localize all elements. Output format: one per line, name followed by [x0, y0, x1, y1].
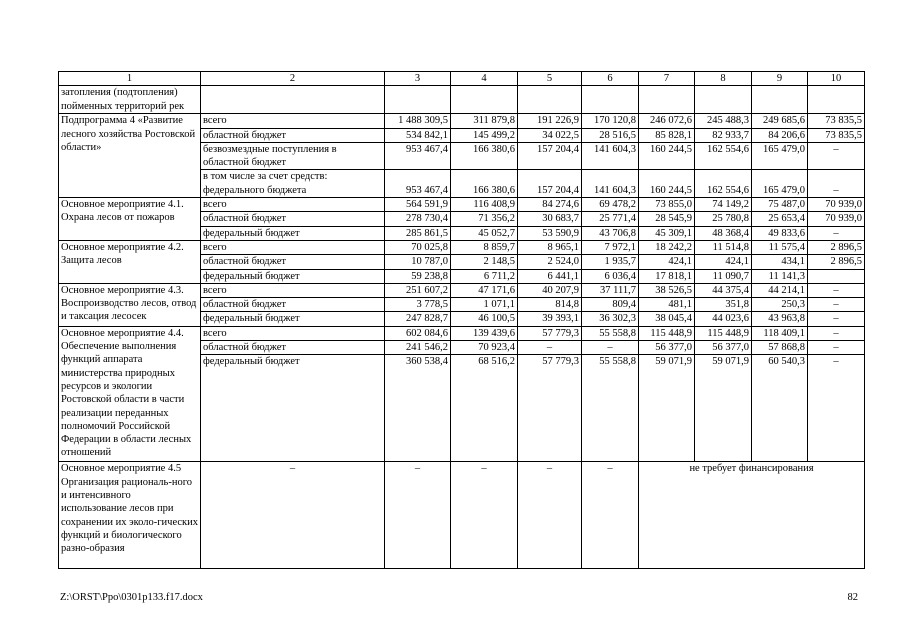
cell-value: 34 022,5 — [518, 128, 582, 142]
cell-value: 57 779,3 — [518, 326, 582, 340]
subprogram-4-name: Подпрограмма 4 «Развитие лесного хозяйства Ростовской области» — [59, 114, 201, 198]
cell-value: 70 939,0 — [808, 212, 865, 226]
cell-value: 2 148,5 — [451, 255, 518, 269]
cell-value: 360 538,4 — [385, 355, 451, 462]
cell-value: 45 052,7 — [451, 226, 518, 240]
col-header: 4 — [451, 72, 518, 86]
cell-value: 38 526,5 — [639, 283, 695, 297]
cell-value: 55 558,8 — [582, 355, 639, 462]
cell-value: – — [518, 341, 582, 355]
cell-value: 141 604,3 — [582, 142, 639, 170]
cell-value: 57 868,8 — [752, 341, 808, 355]
cell-value: 18 242,2 — [639, 240, 695, 254]
cell-value: – — [451, 462, 518, 569]
cell-value: – — [582, 341, 639, 355]
col-header: 9 — [752, 72, 808, 86]
cell-value: 28 545,9 — [639, 212, 695, 226]
no-funding-note: не требует финансирования — [639, 462, 865, 569]
cell-value: – — [808, 341, 865, 355]
funding-source: областной бюджет — [201, 298, 385, 312]
cell-value: 43 706,8 — [582, 226, 639, 240]
header-row — [59, 72, 865, 86]
cell-value: 36 302,3 — [582, 312, 639, 326]
cell-value: 165 479,0 — [752, 184, 808, 198]
cell-value: 6 711,2 — [451, 269, 518, 283]
cell-value: 1 935,7 — [582, 255, 639, 269]
cell-value: 139 439,6 — [451, 326, 518, 340]
col-header: 10 — [808, 72, 865, 86]
cell-value: – — [808, 283, 865, 297]
cell-value: 145 499,2 — [451, 128, 518, 142]
cell-value: 70 025,8 — [385, 240, 451, 254]
funding-source: в том числе за счет средств: — [201, 170, 385, 184]
cell-value: 8 965,1 — [518, 240, 582, 254]
cell-value: 953 467,4 — [385, 142, 451, 170]
funding-source: областной бюджет — [201, 341, 385, 355]
cell-value: 43 963,8 — [752, 312, 808, 326]
cell-value: 166 380,6 — [451, 142, 518, 170]
activity-4-2-name: Основное мероприятие 4.2. Защита лесов — [59, 240, 201, 283]
cell-value: 6 036,4 — [582, 269, 639, 283]
cell-value: 160 244,5 — [639, 184, 695, 198]
cell-value: 69 478,2 — [582, 198, 639, 212]
funding-source: федеральный бюджет — [201, 226, 385, 240]
cell-value: 157 204,4 — [518, 142, 582, 170]
cell-value: 45 309,1 — [639, 226, 695, 240]
table-row — [59, 240, 865, 254]
cell-value: 165 479,0 — [752, 142, 808, 170]
cell-value: 481,1 — [639, 298, 695, 312]
cell-value: – — [385, 462, 451, 569]
cell-value: 2 896,5 — [808, 255, 865, 269]
table-row — [59, 198, 865, 212]
cell-value: 141 604,3 — [582, 184, 639, 198]
cell-value: 10 787,0 — [385, 255, 451, 269]
cell-value: 6 441,1 — [518, 269, 582, 283]
cell-value: 17 818,1 — [639, 269, 695, 283]
cell-value: 241 546,2 — [385, 341, 451, 355]
cell-value: 285 861,5 — [385, 226, 451, 240]
cell-value: 75 487,0 — [752, 198, 808, 212]
funding-source: всего — [201, 240, 385, 254]
funding-source: всего — [201, 326, 385, 340]
cell-value: 11 514,8 — [695, 240, 752, 254]
cell-value: – — [201, 462, 385, 569]
cell-value: – — [808, 142, 865, 170]
cell-value: 39 393,1 — [518, 312, 582, 326]
cell-value: 311 879,8 — [451, 114, 518, 128]
cell-value: 53 590,9 — [518, 226, 582, 240]
col-header: 5 — [518, 72, 582, 86]
cell-value: 351,8 — [695, 298, 752, 312]
activity-4-3-name: Основное мероприятие 4.3. Воспроизводство лесов, отвод и таксация лесосек — [59, 283, 201, 326]
table-row — [59, 114, 865, 128]
cell-value: 73 835,5 — [808, 128, 865, 142]
cell-value: 84 274,6 — [518, 198, 582, 212]
cell-value: 160 244,5 — [639, 142, 695, 170]
cell-value: – — [808, 226, 865, 240]
cell-value: 3 778,5 — [385, 298, 451, 312]
cell-value: 73 835,5 — [808, 114, 865, 128]
cell-value: 59 071,9 — [639, 355, 695, 462]
cell-value: 278 730,4 — [385, 212, 451, 226]
cell-value: 60 540,3 — [752, 355, 808, 462]
cell-value: 84 206,6 — [752, 128, 808, 142]
cell-value: 157 204,4 — [518, 184, 582, 198]
cell-value: 28 516,5 — [582, 128, 639, 142]
table-row — [59, 86, 865, 114]
cell-value: – — [808, 355, 865, 462]
col-header: 1 — [59, 72, 201, 86]
cell-value: 44 023,6 — [695, 312, 752, 326]
col-header: 2 — [201, 72, 385, 86]
activity-4-5-name: Основное мероприятие 4.5 Организация рациональ-ного и интенсивного использование лесов при сохранении их эколо-гических функций и биологического разно-образия — [59, 462, 201, 569]
cell-value: 162 554,6 — [695, 142, 752, 170]
cell-value: 74 149,2 — [695, 198, 752, 212]
funding-source: всего — [201, 283, 385, 297]
funding-source: федеральный бюджет — [201, 355, 385, 462]
cell-value: – — [808, 184, 865, 198]
table-row — [59, 462, 865, 569]
cell-value: 68 516,2 — [451, 355, 518, 462]
col-header: 3 — [385, 72, 451, 86]
cell-value: 59 071,9 — [695, 355, 752, 462]
cell-value: 424,1 — [639, 255, 695, 269]
table-row — [59, 283, 865, 297]
activity-4-1-name: Основное мероприятие 4.1. Охрана лесов от пожаров — [59, 198, 201, 241]
cell-value: 118 409,1 — [752, 326, 808, 340]
col-header: 8 — [695, 72, 752, 86]
cell-value: – — [582, 462, 639, 569]
cell-value: 115 448,9 — [639, 326, 695, 340]
cell-value: 47 171,6 — [451, 283, 518, 297]
cell-value: 71 356,2 — [451, 212, 518, 226]
cell-value: 1 071,1 — [451, 298, 518, 312]
budget-table — [58, 71, 865, 569]
cell-value: 245 488,3 — [695, 114, 752, 128]
cell-value: 809,4 — [582, 298, 639, 312]
cell-value: 11 090,7 — [695, 269, 752, 283]
cell-value: 115 448,9 — [695, 326, 752, 340]
cell-value: 8 859,7 — [451, 240, 518, 254]
cell-value: – — [518, 462, 582, 569]
cell-value: 564 591,9 — [385, 198, 451, 212]
cell-value: 59 238,8 — [385, 269, 451, 283]
cell-value: 814,8 — [518, 298, 582, 312]
cell-value: 1 488 309,5 — [385, 114, 451, 128]
cell-value: 25 653,4 — [752, 212, 808, 226]
cell-value: 25 771,4 — [582, 212, 639, 226]
cell-value: – — [808, 326, 865, 340]
cell-value: 38 045,4 — [639, 312, 695, 326]
cell-value: 534 842,1 — [385, 128, 451, 142]
cell-value: 162 554,6 — [695, 184, 752, 198]
cell-value: 251 607,2 — [385, 283, 451, 297]
cell-value: 602 084,6 — [385, 326, 451, 340]
cell-value: 70 939,0 — [808, 198, 865, 212]
funding-source: федеральный бюджет — [201, 312, 385, 326]
cell-value: 11 141,3 — [752, 269, 808, 283]
cell-value: 11 575,4 — [752, 240, 808, 254]
cell-value: 166 380,6 — [451, 184, 518, 198]
cell-value: 56 377,0 — [695, 341, 752, 355]
col-header: 7 — [639, 72, 695, 86]
cell-value: 25 780,8 — [695, 212, 752, 226]
cell-value: 116 408,9 — [451, 198, 518, 212]
continued-text: затопления (подтопления) пойменных территорий рек — [59, 86, 201, 114]
cell-value: 70 923,4 — [451, 341, 518, 355]
cell-value: – — [808, 312, 865, 326]
cell-value: 7 972,1 — [582, 240, 639, 254]
funding-source: федерального бюджета — [201, 184, 385, 198]
cell-value: 85 828,1 — [639, 128, 695, 142]
cell-value: 73 855,0 — [639, 198, 695, 212]
cell-value — [808, 269, 865, 283]
cell-value: 40 207,9 — [518, 283, 582, 297]
page-number: 82 — [847, 592, 858, 603]
cell-value: 44 214,1 — [752, 283, 808, 297]
cell-value: 434,1 — [752, 255, 808, 269]
funding-source: федеральный бюджет — [201, 269, 385, 283]
cell-value: 44 375,4 — [695, 283, 752, 297]
cell-value: 247 828,7 — [385, 312, 451, 326]
cell-value: 424,1 — [695, 255, 752, 269]
funding-source: всего — [201, 198, 385, 212]
cell-value: 2 524,0 — [518, 255, 582, 269]
funding-source: безвозмездные поступления в областной бюджет — [201, 142, 385, 170]
cell-value: 170 120,8 — [582, 114, 639, 128]
cell-value: 953 467,4 — [385, 184, 451, 198]
funding-source: областной бюджет — [201, 128, 385, 142]
cell-value: 37 111,7 — [582, 283, 639, 297]
cell-value: 82 933,7 — [695, 128, 752, 142]
funding-source: областной бюджет — [201, 212, 385, 226]
cell-value: 56 377,0 — [639, 341, 695, 355]
activity-4-4-name: Основное мероприятие 4.4. Обеспечение выполнения функций аппарата министерства природных ресурсов и экологии Ростовской области в части реализации переданных полномочий Российской Федерации в области лесных отношений — [59, 326, 201, 462]
cell-value: 55 558,8 — [582, 326, 639, 340]
cell-value: 49 833,6 — [752, 226, 808, 240]
cell-value: 57 779,3 — [518, 355, 582, 462]
cell-value: 2 896,5 — [808, 240, 865, 254]
cell-value: 250,3 — [752, 298, 808, 312]
cell-value: 246 072,6 — [639, 114, 695, 128]
table-row — [59, 326, 865, 340]
funding-source: всего — [201, 114, 385, 128]
cell-value: – — [808, 298, 865, 312]
cell-value: 249 685,6 — [752, 114, 808, 128]
col-header: 6 — [582, 72, 639, 86]
cell-value: 46 100,5 — [451, 312, 518, 326]
funding-source: областной бюджет — [201, 255, 385, 269]
cell-value: 30 683,7 — [518, 212, 582, 226]
file-path: Z:\ORST\Ppo\0301p133.f17.docx — [60, 592, 203, 603]
cell-value: 48 368,4 — [695, 226, 752, 240]
cell-value: 191 226,9 — [518, 114, 582, 128]
